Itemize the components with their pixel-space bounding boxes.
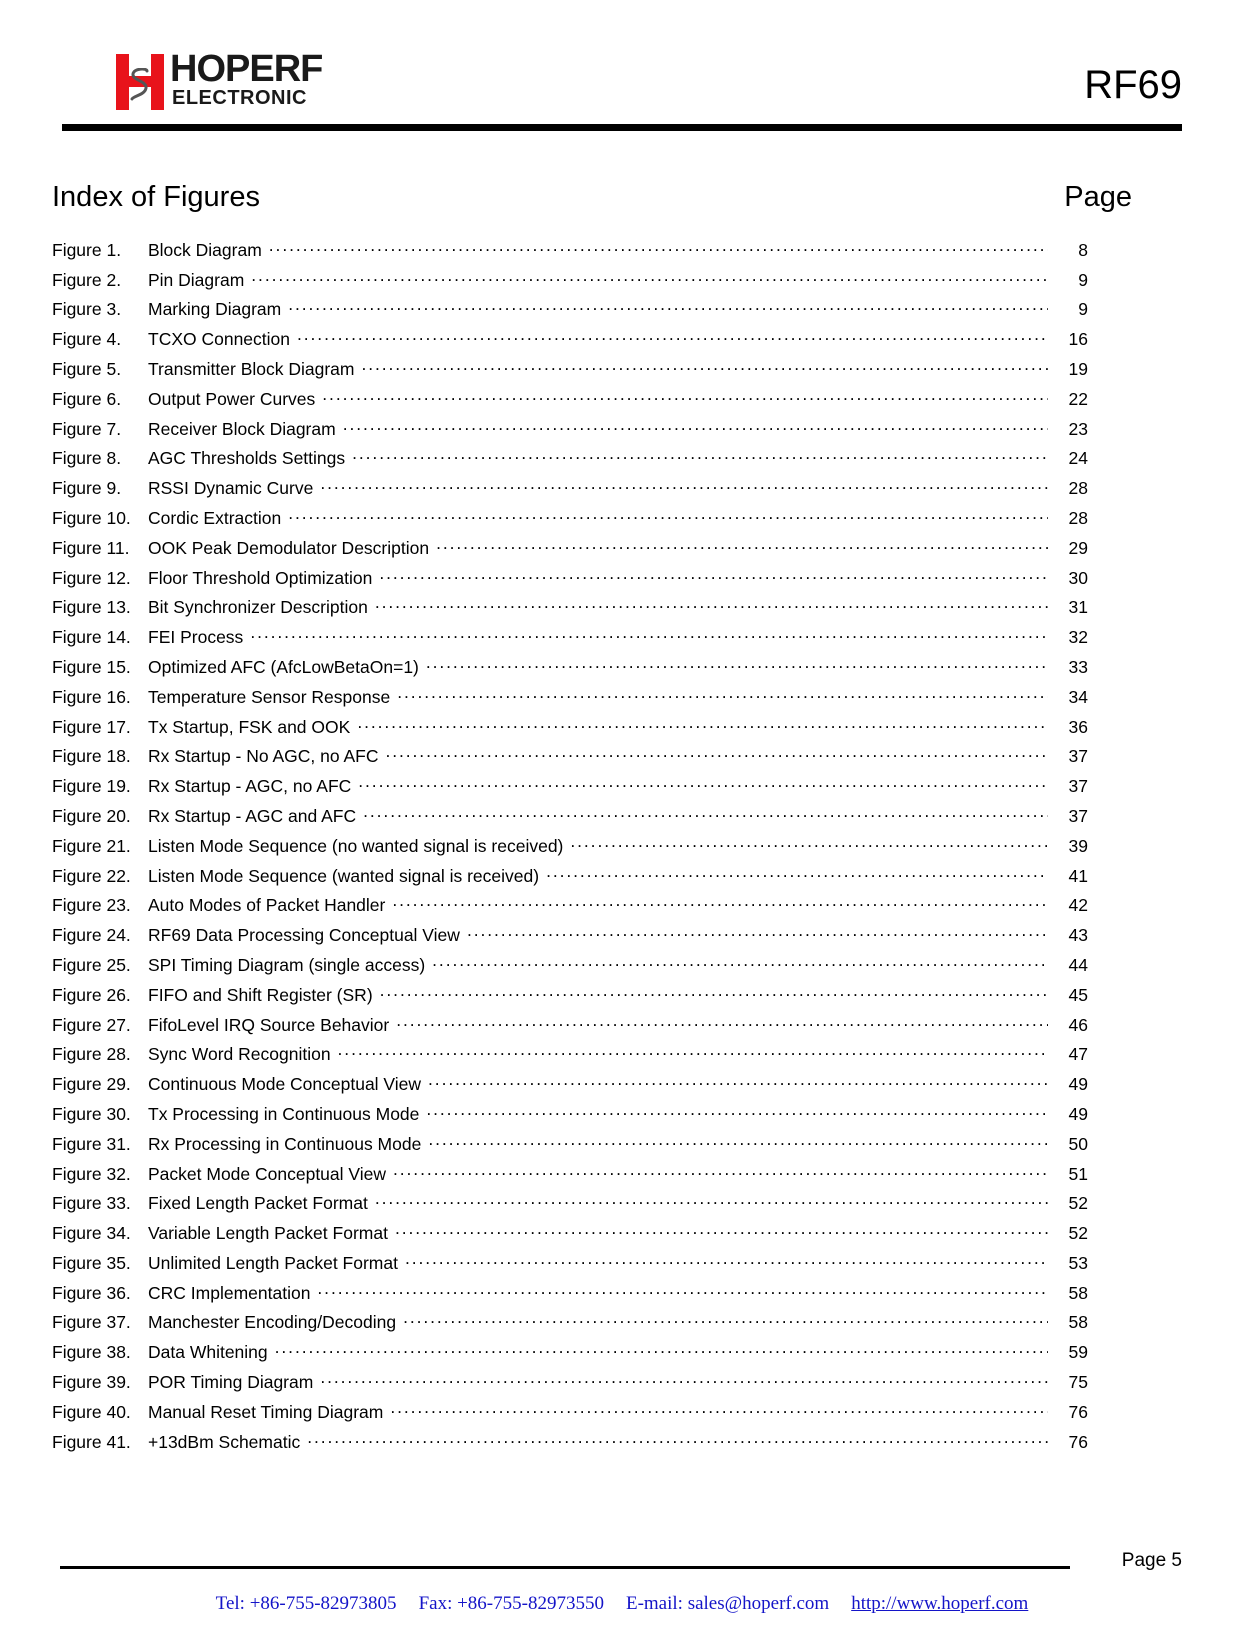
leader-dots (269, 226, 1048, 256)
figure-title: POR Timing Diagram (148, 1372, 314, 1393)
leader-dots (343, 405, 1048, 435)
leader-dots (380, 971, 1048, 1001)
figure-page-number: 50 (1068, 1133, 1088, 1154)
figure-number: Figure 14. (52, 627, 131, 648)
figure-page-number: 76 (1068, 1401, 1088, 1422)
leader-dots (375, 584, 1048, 614)
leader-dots (395, 1209, 1048, 1239)
figure-title: Data Whitening (148, 1342, 268, 1363)
leader-dots (396, 1001, 1048, 1031)
leader-dots (403, 1299, 1048, 1329)
figure-page-number: 16 (1068, 329, 1088, 350)
footer-page-number: Page 5 (1121, 1550, 1182, 1571)
figure-page-number: 75 (1068, 1372, 1088, 1393)
figure-title: Rx Processing in Continuous Mode (148, 1133, 422, 1154)
figure-page-number: 51 (1068, 1163, 1088, 1184)
leader-dots (432, 941, 1048, 971)
leader-dots (405, 1239, 1048, 1269)
figure-number: Figure 3. (52, 299, 122, 320)
leader-dots (320, 1358, 1048, 1388)
figure-page-number: 8 (1078, 239, 1088, 260)
figure-number: Figure 32. (52, 1163, 131, 1184)
leader-dots (436, 524, 1048, 554)
figure-page-number: 43 (1068, 925, 1088, 946)
figure-page-number: 37 (1068, 805, 1088, 826)
figure-title: Cordic Extraction (148, 507, 282, 528)
leader-dots (392, 882, 1048, 912)
figure-title: RF69 Data Processing Conceptual View (148, 925, 460, 946)
leader-dots (379, 554, 1048, 584)
figure-number: Figure 6. (52, 388, 122, 409)
figure-number: Figure 1. (52, 239, 122, 260)
figure-number: Figure 33. (52, 1193, 131, 1214)
leader-dots (297, 315, 1048, 345)
figure-title: Optimized AFC (AfcLowBetaOn=1) (148, 656, 419, 677)
figure-page-number: 76 (1068, 1431, 1088, 1452)
figure-page-number: 32 (1068, 627, 1088, 648)
logo-wordmark: HOPERF (170, 48, 323, 90)
figure-page-number: 34 (1068, 686, 1088, 707)
leader-dots (307, 1418, 1048, 1448)
figure-page-number: 53 (1068, 1252, 1088, 1273)
leader-dots (393, 1150, 1048, 1180)
figure-number: Figure 15. (52, 656, 131, 677)
figure-number: Figure 28. (52, 1044, 131, 1065)
figure-page-number: 19 (1068, 358, 1088, 379)
leader-dots (320, 464, 1048, 494)
figure-number: Figure 4. (52, 329, 122, 350)
figure-page-number: 49 (1068, 1074, 1088, 1095)
figure-number: Figure 34. (52, 1223, 131, 1244)
figure-title: Block Diagram (148, 239, 262, 260)
figure-title: Bit Synchronizer Description (148, 597, 368, 618)
figure-title: Continuous Mode Conceptual View (148, 1074, 422, 1095)
figure-title: Fixed Length Packet Format (148, 1193, 368, 1214)
footer-tel: Tel: +86-755-82973805 (215, 1593, 397, 1614)
leader-dots (322, 375, 1048, 405)
figure-number: Figure 31. (52, 1133, 131, 1154)
leader-dots (397, 673, 1048, 703)
figure-number: Figure 16. (52, 686, 131, 707)
footer-fax: Fax: +86-755-82973550 (418, 1593, 604, 1614)
figure-page-number: 52 (1068, 1193, 1088, 1214)
leader-dots (428, 1120, 1048, 1150)
figure-number: Figure 25. (52, 954, 131, 975)
figure-page-number: 49 (1068, 1103, 1088, 1124)
figure-page-number: 9 (1078, 269, 1088, 290)
figure-title: Listen Mode Sequence (no wanted signal is received) (148, 835, 564, 856)
leader-dots (250, 613, 1048, 643)
figure-number: Figure 11. (52, 537, 130, 558)
figure-number: Figure 7. (52, 418, 122, 439)
leader-dots (288, 286, 1048, 316)
figure-page-number: 28 (1068, 507, 1088, 528)
figure-number: Figure 35. (52, 1252, 131, 1273)
page-column-header: Page (1064, 181, 1132, 213)
figure-number: Figure 5. (52, 358, 122, 379)
figure-title: Receiver Block Diagram (148, 418, 336, 439)
figure-title: Unlimited Length Packet Format (148, 1252, 398, 1273)
figure-page-number: 41 (1068, 865, 1088, 886)
figure-number: Figure 2. (52, 269, 122, 290)
leader-dots (338, 1031, 1048, 1061)
leader-dots (570, 822, 1048, 852)
figure-title: Listen Mode Sequence (wanted signal is received) (148, 865, 540, 886)
figure-page-number: 58 (1068, 1282, 1088, 1303)
figure-page-number: 22 (1068, 388, 1088, 409)
figure-title: Rx Startup - AGC and AFC (148, 805, 357, 826)
figure-page-number: 24 (1068, 448, 1088, 469)
index-heading (52, 180, 1132, 220)
footer-website-link[interactable]: http://www.hoperf.com (851, 1593, 1029, 1614)
footer-email: E-mail: sales@hoperf.com (625, 1593, 830, 1614)
logo-subtext: ELECTRONIC (172, 87, 307, 109)
hoperf-h-logo-icon (114, 54, 166, 110)
figure-title: Auto Modes of Packet Handler (148, 895, 386, 916)
figure-page-number: 37 (1068, 746, 1088, 767)
figure-title: Transmitter Block Diagram (148, 358, 355, 379)
figure-page-number: 47 (1068, 1044, 1088, 1065)
figure-page-number: 37 (1068, 776, 1088, 797)
figure-number: Figure 30. (52, 1103, 131, 1124)
figure-title: TCXO Connection (148, 329, 291, 350)
product-title: RF69 (1084, 63, 1182, 107)
figure-number: Figure 29. (52, 1074, 131, 1095)
figure-title: CRC Implementation (148, 1282, 311, 1303)
figure-title: Manual Reset Timing Diagram (148, 1401, 384, 1422)
header-divider (62, 124, 1182, 131)
leader-dots (251, 256, 1048, 286)
leader-dots (317, 1269, 1048, 1299)
figure-title: AGC Thresholds Settings (148, 448, 346, 469)
figure-title: FEI Process (148, 627, 244, 648)
figure-number: Figure 36. (52, 1282, 131, 1303)
figure-number: Figure 37. (52, 1312, 131, 1333)
figure-number: Figure 17. (52, 716, 131, 737)
figure-page-number: 30 (1068, 567, 1088, 588)
figure-page-number: 36 (1068, 716, 1088, 737)
figure-number: Figure 27. (52, 1014, 131, 1035)
figure-page-number: 52 (1068, 1223, 1088, 1244)
figure-number: Figure 13. (52, 597, 131, 618)
figure-number: Figure 9. (52, 478, 122, 499)
figure-page-number: 39 (1068, 835, 1088, 856)
figure-title: RSSI Dynamic Curve (148, 478, 314, 499)
figure-number: Figure 26. (52, 984, 131, 1005)
leader-dots (428, 1060, 1048, 1090)
figure-page-number: 29 (1068, 537, 1088, 558)
figure-title: Manchester Encoding/Decoding (148, 1312, 397, 1333)
figure-page-number: 23 (1068, 418, 1088, 439)
figure-page-number: 59 (1068, 1342, 1088, 1363)
figure-title: Tx Startup, FSK and OOK (148, 716, 351, 737)
figure-title: FifoLevel IRQ Source Behavior (148, 1014, 390, 1035)
figure-page-number: 42 (1068, 895, 1088, 916)
figure-number: Figure 8. (52, 448, 122, 469)
leader-dots (386, 733, 1049, 763)
figure-page-number: 33 (1068, 656, 1088, 677)
figure-page-number: 31 (1068, 597, 1088, 618)
leader-dots (275, 1328, 1048, 1358)
figure-title: +13dBm Schematic (148, 1431, 301, 1452)
figure-title: SPI Timing Diagram (single access) (148, 954, 426, 975)
figure-page-number: 45 (1068, 984, 1088, 1005)
leader-dots (361, 345, 1048, 375)
figure-page-number: 46 (1068, 1014, 1088, 1035)
figure-number: Figure 21. (52, 835, 131, 856)
figure-number: Figure 41. (52, 1431, 131, 1452)
page-title: Index of Figures (52, 181, 260, 213)
leader-dots (426, 1090, 1048, 1120)
figure-title: Tx Processing in Continuous Mode (148, 1103, 420, 1124)
figure-number: Figure 39. (52, 1372, 131, 1393)
figure-number: Figure 23. (52, 895, 131, 916)
leader-dots (390, 1388, 1048, 1418)
page-header (62, 38, 1182, 130)
leader-dots (375, 1180, 1048, 1210)
hoperf-logo (114, 48, 344, 120)
figure-page-number: 44 (1068, 954, 1088, 975)
figure-number: Figure 20. (52, 805, 131, 826)
leader-dots (352, 435, 1048, 465)
figure-number: Figure 22. (52, 865, 131, 886)
figure-number: Figure 40. (52, 1401, 131, 1422)
figure-title: Output Power Curves (148, 388, 316, 409)
figure-page-number: 9 (1078, 299, 1088, 320)
leader-dots (357, 703, 1048, 733)
leader-dots (467, 911, 1048, 941)
figure-title: Packet Mode Conceptual View (148, 1163, 387, 1184)
figure-title: Pin Diagram (148, 269, 245, 290)
figure-index-list (52, 226, 1088, 1452)
figure-title: Rx Startup - AGC, no AFC (148, 776, 352, 797)
figure-number: Figure 10. (52, 507, 131, 528)
figure-number: Figure 12. (52, 567, 131, 588)
figure-title: Temperature Sensor Response (148, 686, 391, 707)
figure-title: Rx Startup - No AGC, no AFC (148, 746, 379, 767)
figure-title: OOK Peak Demodulator Description (148, 537, 430, 558)
figure-title: Sync Word Recognition (148, 1044, 331, 1065)
figure-title: FIFO and Shift Register (SR) (148, 984, 373, 1005)
figure-title: Variable Length Packet Format (148, 1223, 388, 1244)
figure-title: Marking Diagram (148, 299, 282, 320)
figure-number: Figure 19. (52, 776, 131, 797)
figure-index-row[interactable] (52, 226, 1088, 260)
figure-page-number: 58 (1068, 1312, 1088, 1333)
leader-dots (358, 762, 1048, 792)
leader-dots (546, 852, 1048, 882)
figure-title: Floor Threshold Optimization (148, 567, 373, 588)
figure-number: Figure 24. (52, 925, 131, 946)
figure-number: Figure 38. (52, 1342, 131, 1363)
leader-dots (363, 792, 1048, 822)
leader-dots (426, 643, 1048, 673)
leader-dots (288, 494, 1048, 524)
figure-page-number: 28 (1068, 478, 1088, 499)
footer-divider (60, 1566, 1070, 1569)
footer-contact-info (0, 1592, 1244, 1616)
figure-number: Figure 18. (52, 746, 131, 767)
